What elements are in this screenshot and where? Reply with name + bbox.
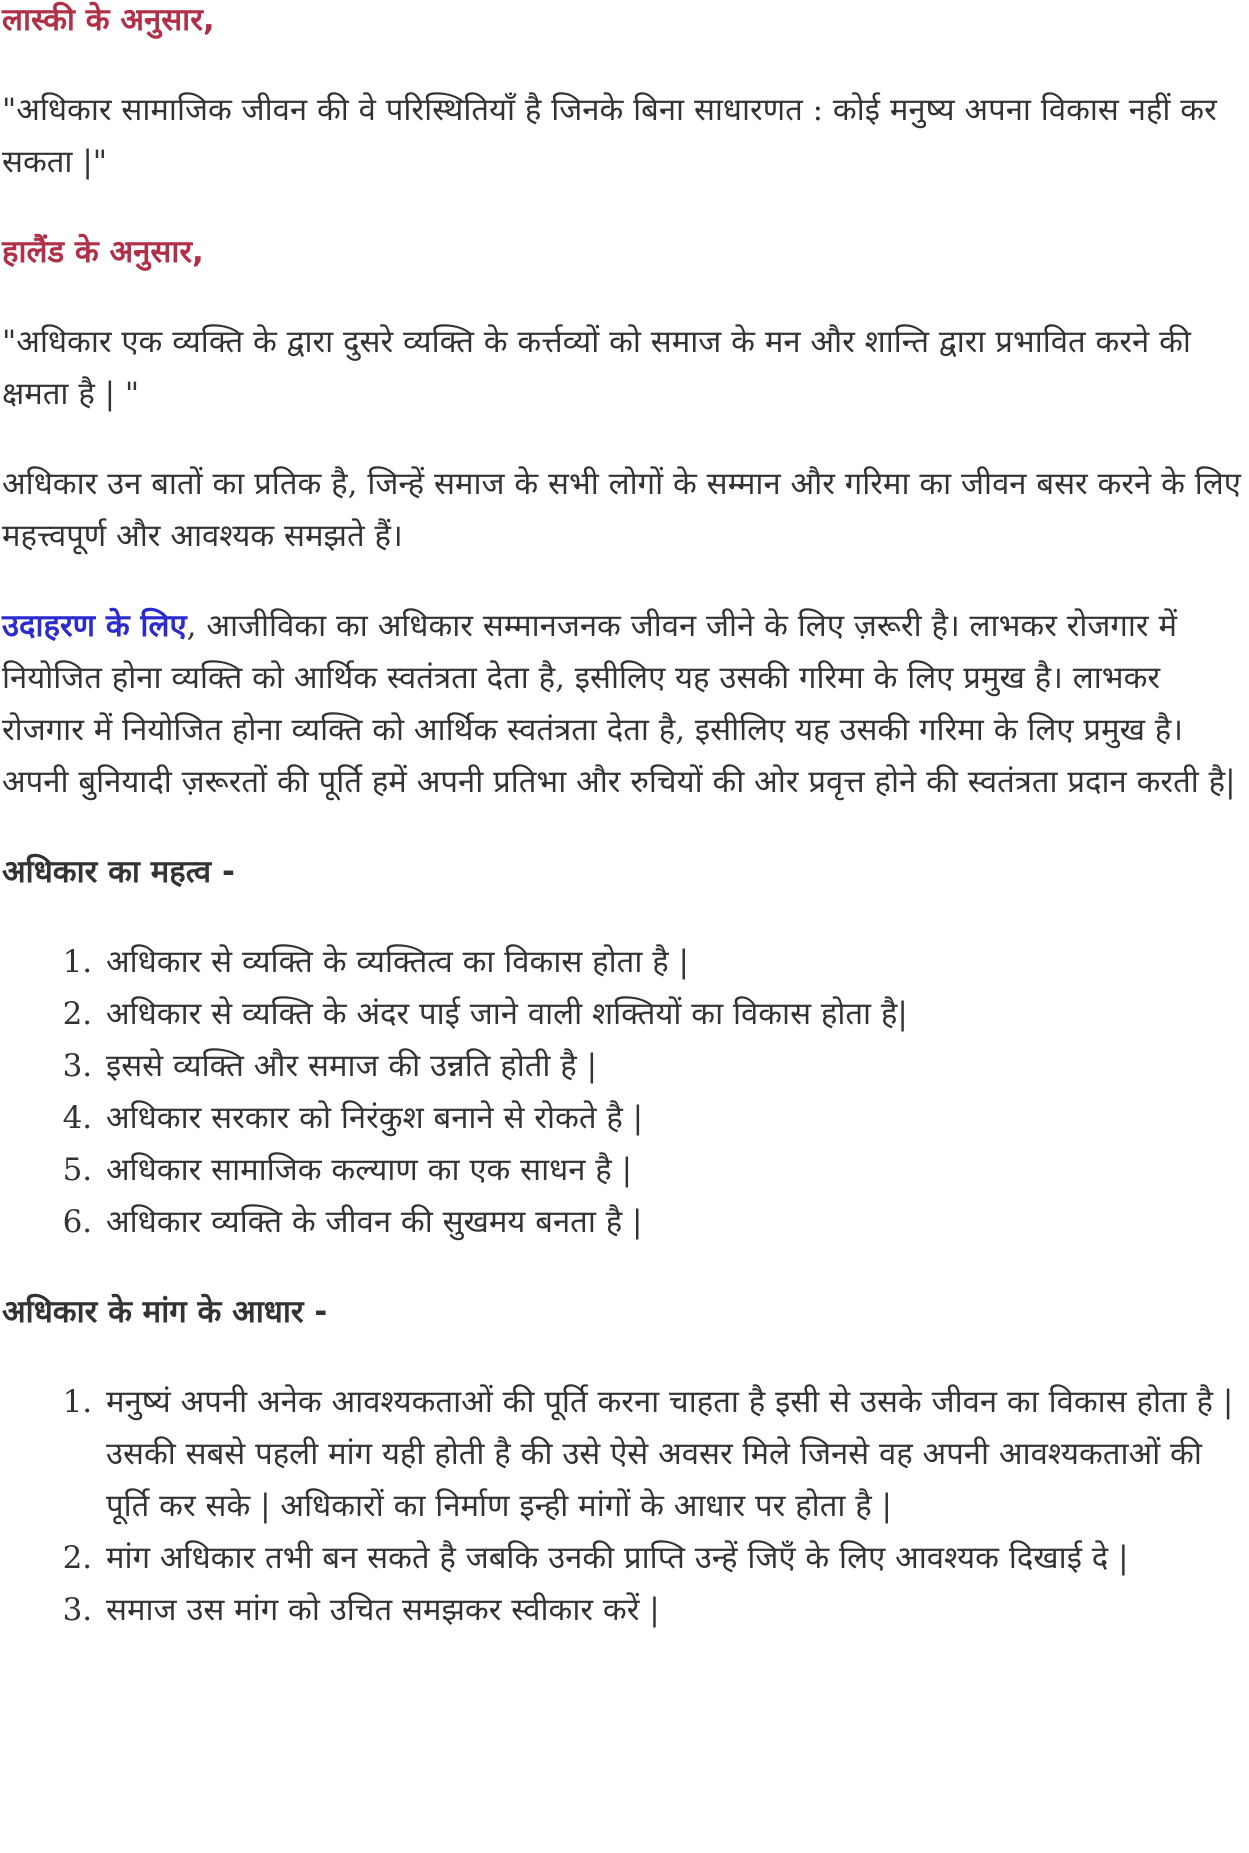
list-item: 2. मांग अधिकार तभी बन सकते है जबकि उनकी प्राप्ति उन्हें जिएँ के लिए आवश्यक दिखाई दे | bbox=[102, 1532, 1245, 1584]
list-item: 4. अधिकार सरकार को निरंकुश बनाने से रोकते है | bbox=[102, 1092, 1245, 1144]
basis-list bbox=[2, 1376, 1245, 1636]
list-item: 1. मनुष्यं अपनी अनेक आवश्यकताओं की पूर्ति करना चाहता है इसी से उसके जीवन का विकास होता है | उसकी सबसे पहली मांग यही होती है की उसे ऐसे अवसर मिले जिनसे वह अपनी आवश्यकताओं की पूर्ति कर सके | अधिकारों का निर्माण इन्ही मांगों के आधार पर होता है | bbox=[102, 1376, 1245, 1532]
example-text: , आजीविका का अधिकार सम्मानजनक जीवन जीने के लिए ज़रूरी है। लाभकर रोजगार में नियोजित होना व्यक्ति को आर्थिक स्वतंत्रता देता है, इसीलिए यह उसकी गरिमा के लिए प्रमुख है। लाभकर रोजगार में नियोजित होना व्यक्ति को आर्थिक स्वतंत्रता देता है, इसीलिए यह उसकी गरिमा के लिए प्रमुख है। अपनी बुनियादी ज़रूरतों की पूर्ति हमें अपनी प्रतिभा और रुचियों की ओर प्रवृत्त होने की स्वतंत्रता प्रदान करती है| bbox=[2, 608, 1236, 800]
holland-heading: हालैंड के अनुसार, bbox=[2, 234, 204, 270]
example-lead: उदाहरण के लिए bbox=[2, 608, 187, 644]
importance-heading: अधिकार का महत्व - bbox=[2, 854, 235, 890]
holland-quote: "अधिकार एक व्यक्ति के द्वारा दुसरे व्यक्ति के कर्त्तव्यों को समाज के मन और शान्ति द्वारा प्रभावित करने की क्षमता है | " bbox=[2, 324, 1191, 412]
example-paragraph bbox=[2, 600, 1245, 808]
definition-paragraph: अधिकार उन बातों का प्रतिक है, जिन्हें समाज के सभी लोगों के सम्मान और गरिमा का जीवन बसर करने के लिए महत्त्वपूर्ण और आवश्यक समझते हैं। bbox=[2, 466, 1241, 554]
importance-list bbox=[2, 936, 1245, 1248]
list-item: 2. अधिकार से व्यक्ति के अंदर पाई जाने वाली शक्तियों का विकास होता है| bbox=[102, 988, 1245, 1040]
basis-heading: अधिकार के मांग के आधार - bbox=[2, 1294, 328, 1330]
list-item: 6. अधिकार व्यक्ति के जीवन की सुखमय बनता है | bbox=[102, 1196, 1245, 1248]
list-item: 3. समाज उस मांग को उचित समझकर स्वीकार करें | bbox=[102, 1584, 1245, 1636]
laski-quote: "अधिकार सामाजिक जीवन की वे परिस्थितियाँ है जिनके बिना साधारणत : कोई मनुष्य अपना विकास नहीं कर सकता |" bbox=[2, 92, 1217, 180]
list-item: 3. इससे व्यक्ति और समाज की उन्नति होती है | bbox=[102, 1040, 1245, 1092]
list-item: 1. अधिकार से व्यक्ति के व्यक्तित्व का विकास होता है | bbox=[102, 936, 1245, 988]
laski-heading: लास्की के अनुसार, bbox=[2, 2, 215, 38]
list-item: 5. अधिकार सामाजिक कल्याण का एक साधन है | bbox=[102, 1144, 1245, 1196]
